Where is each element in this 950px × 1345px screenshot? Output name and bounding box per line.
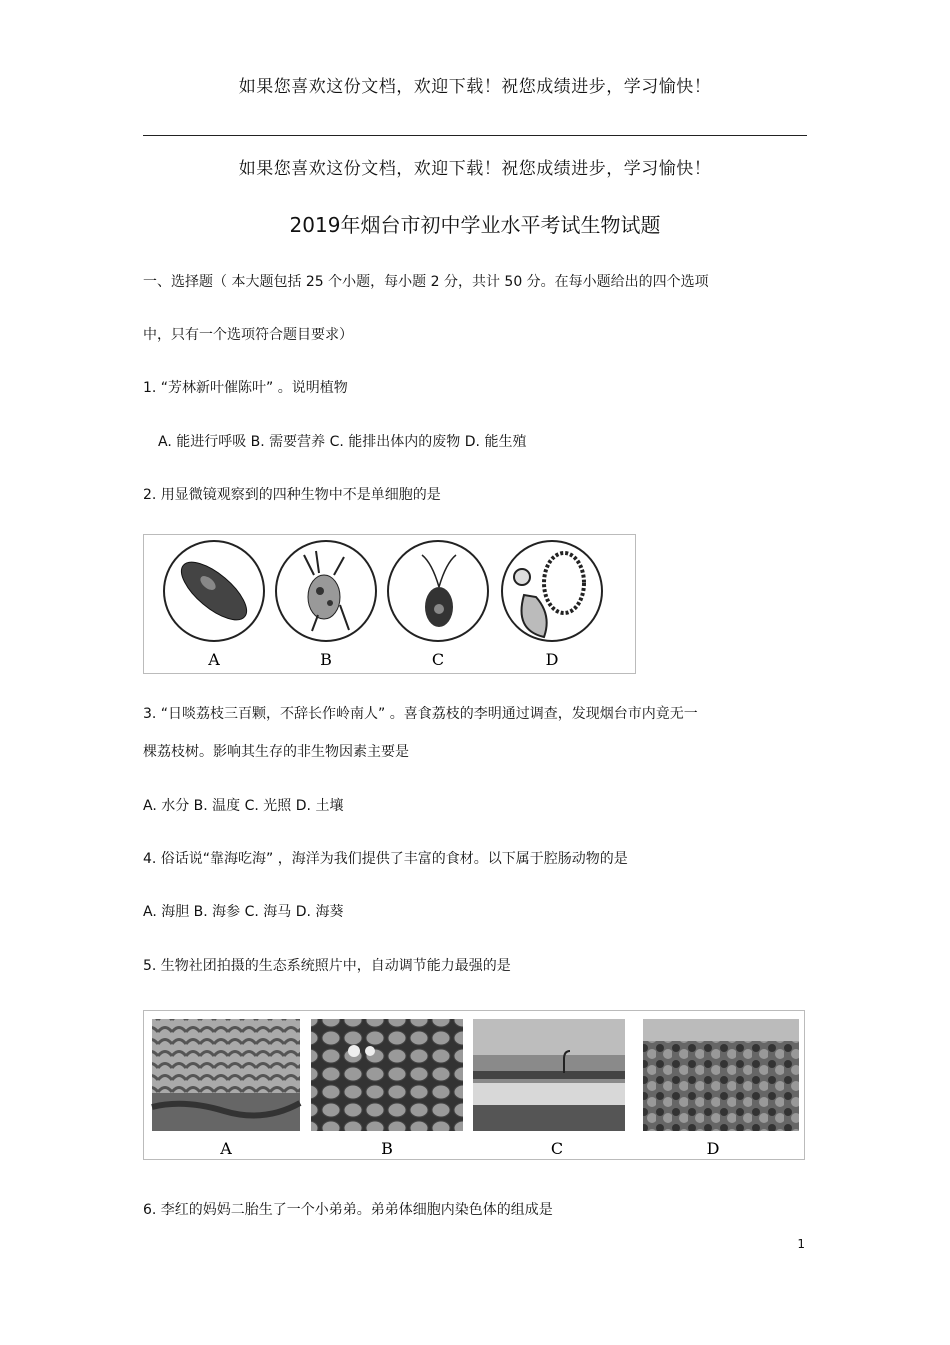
page-number: 1 xyxy=(797,1237,805,1251)
microscope-circle-c xyxy=(388,541,488,641)
figure5-label-d: D xyxy=(706,1139,720,1158)
ecosystem-figure-svg xyxy=(144,1011,804,1159)
question-5-stem: 5. 生物社团拍摄的生态系统照片中，自动调节能力最强的是 xyxy=(143,958,511,974)
ecosystem-photo-b xyxy=(311,1019,463,1131)
microscope-circle-d xyxy=(502,541,602,641)
figure2-label-b: B xyxy=(320,650,332,669)
divider-line xyxy=(143,135,807,136)
figure5-label-a: A xyxy=(220,1139,232,1158)
microscope-circle-b xyxy=(276,541,376,641)
microscope-circle-a xyxy=(164,541,264,641)
microscope-figure-svg xyxy=(144,535,635,673)
question-2-figure xyxy=(143,534,636,674)
question-1-stem: 1. “芳林新叶催陈叶” 。说明植物 xyxy=(143,380,348,396)
question-3-stem-line1: 3. “日啖荔枝三百颗，不辞长作岭南人” 。喜食荔枝的李明通过调查，发现烟台市内竟无一 xyxy=(143,706,698,722)
question-3-stem-line2: 棵荔枝树。影响其生存的非生物因素主要是 xyxy=(143,744,409,760)
question-3-options: A. 水分 B. 温度 C. 光照 D. 土壤 xyxy=(143,798,344,814)
figure2-label-d: D xyxy=(545,650,559,669)
section-intro-line2: 中，只有一个选项符合题目要求） xyxy=(143,327,353,343)
question-4-options: A. 海胆 B. 海参 C. 海马 D. 海葵 xyxy=(143,904,344,920)
ecosystem-photo-d xyxy=(643,1019,799,1131)
page-title: 2019年烟台市初中学业水平考试生物试题 xyxy=(289,213,661,237)
question-4-stem: 4. 俗话说“靠海吃海” ，海洋为我们提供了丰富的食材。以下属于腔肠动物的是 xyxy=(143,851,628,867)
banner-second: 如果您喜欢这份文档，欢迎下载！祝您成绩进步，学习愉快！ xyxy=(238,159,712,179)
figure2-label-c: C xyxy=(431,650,445,669)
figure5-label-c: C xyxy=(550,1139,564,1158)
figure2-label-a: A xyxy=(208,650,220,669)
figure5-label-b: B xyxy=(381,1139,393,1158)
question-5-figure xyxy=(143,1010,805,1160)
ecosystem-photo-c xyxy=(473,1019,625,1131)
banner-top: 如果您喜欢这份文档，欢迎下载！祝您成绩进步，学习愉快！ xyxy=(238,77,712,97)
question-1-options: A. 能进行呼吸 B. 需要营养 C. 能排出体内的废物 D. 能生殖 xyxy=(158,434,527,450)
section-intro-line1: 一、选择题（ 本大题包括 25 个小题，每小题 2 分，共计 50 分。在每小题给出的四个选项 xyxy=(143,274,709,290)
question-2-stem: 2. 用显微镜观察到的四种生物中不是单细胞的是 xyxy=(143,487,441,503)
ecosystem-photo-a xyxy=(152,1019,300,1131)
question-6-stem: 6. 李红的妈妈二胎生了一个小弟弟。弟弟体细胞内染色体的组成是 xyxy=(143,1202,553,1218)
